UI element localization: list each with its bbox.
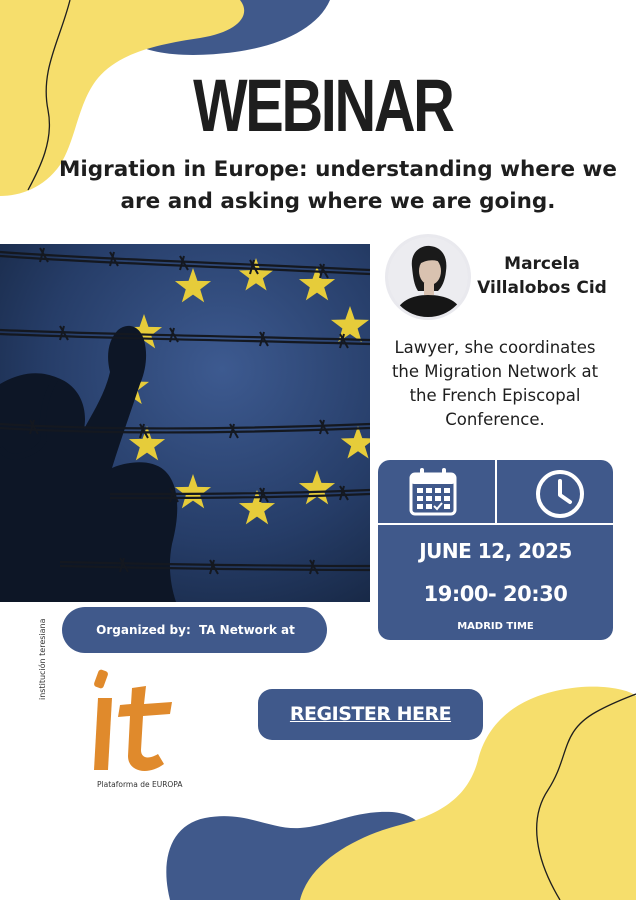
speaker-bio-line-1: Lawyer, she coordinates [394,338,596,357]
event-time: 19:00- 20:30 [423,582,568,606]
clock-icon [534,468,586,520]
register-button[interactable]: REGISTER HERE [258,689,483,740]
speaker-name [474,252,610,300]
logo-side-text: institución teresiana [38,618,47,700]
event-date: JUNE 12, 2025 [419,539,572,563]
calendar-icon [408,467,458,517]
subtitle-line-1: Migration in Europe: understanding where we [59,157,617,182]
organizer-label: Organized by: [96,623,191,637]
subtitle-line-2: are and asking where we are going. [120,189,556,214]
logo-bottom-text: Plataforma de EUROPA [97,780,183,789]
organizer-name: TA Network at Migration [160,623,295,683]
webinar-subtitle [40,154,636,218]
card-horizontal-divider [378,523,613,525]
event-datetime-card [378,460,613,640]
speaker-bio-line-4: Conference. [445,410,545,429]
eu-flag-barbed-wire-photo [0,244,370,602]
speaker-portrait-icon [388,237,468,317]
organizer-badge [62,607,327,683]
speaker-bio [380,336,610,432]
event-timezone: MADRID TIME [457,621,534,632]
speaker-bio-line-3: the French Episcopal [409,386,581,405]
speaker-bio-line-2: the Migration Network at [391,362,599,381]
speaker-name-line-2: Villalobos Cid [477,278,607,298]
institucion-teresiana-logo [62,664,192,794]
speaker-avatar [385,234,471,320]
webinar-title: WEBINAR [193,64,453,147]
card-vertical-divider [495,460,497,523]
speaker-name-line-1: Marcela [504,254,580,274]
